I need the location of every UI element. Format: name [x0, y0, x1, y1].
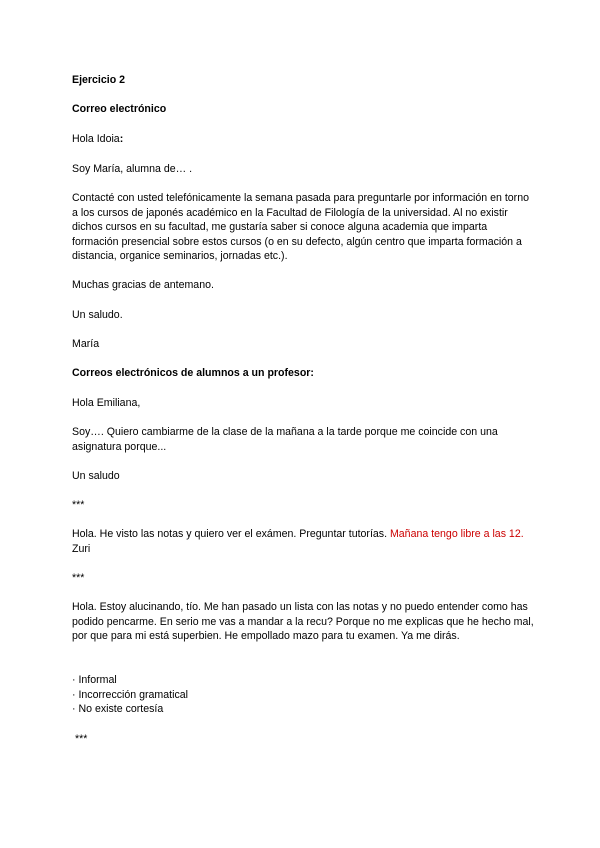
email1-thanks: Muchas gracias de antemano.	[72, 279, 214, 291]
email2-closing: Un saludo	[72, 470, 120, 482]
email1-greeting	[72, 132, 534, 147]
email1-greeting-colon: :	[119, 133, 124, 145]
email2-greeting: Hola Emiliana,	[72, 397, 141, 409]
email1-signature: María	[72, 338, 100, 350]
email3-body-end: Zuri	[72, 542, 91, 555]
email3-highlight: Mañana tengo libre a las 12.	[389, 528, 524, 540]
separator: ***	[75, 733, 88, 745]
email1-closing: Un saludo.	[72, 309, 123, 321]
email4-body: Hola. Estoy alucinando, tío. Me han pasado un lista con las notas y no puedo entender como has podido pencarme. En serio me vas a mandar a la recu? Porque no me explicas que he hecho mal, por que para mi está superbien. He empollado mazo para tu examen. Ya me dirás.	[72, 601, 534, 642]
email2-body: Soy…. Quiero cambiarme de la clase de la mañana a la tarde porque me coincide con una asignatura porque...	[72, 426, 498, 453]
section-title-student-emails: Correos electrónicos de alumnos a un profesor:	[72, 367, 314, 379]
email1-greeting-name: Hola Idoia	[72, 133, 120, 145]
email3-body	[72, 527, 534, 556]
section-title-email: Correo electrónico	[72, 103, 167, 115]
separator: ***	[72, 572, 85, 584]
exercise-title: Ejercicio 2	[72, 74, 125, 86]
email3-body-start: Hola. He visto las notas y quiero ver el exámen. Preguntar tutorías.	[72, 528, 390, 540]
email1-intro: Soy María, alumna de… .	[72, 163, 193, 175]
separator: ***	[72, 499, 85, 511]
note-item: · Incorrección gramatical	[72, 688, 188, 701]
email1-body: Contacté con usted telefónicamente la semana pasada para preguntarle por información en torno a los cursos de japonés académico en la Facultad de Filología de la universidad. Al no existir dichos cursos en su facultad, me gustaría saber si conoce alguna academia que imparta formación presencial sobre estos cursos (o en su defecto, algún centro que imparta formación a distancia, organice seminarios, jornadas etc.).	[72, 192, 529, 262]
notes-list	[72, 673, 534, 717]
note-item: · Informal	[72, 674, 117, 686]
note-item: · No existe cortesía	[72, 703, 164, 715]
